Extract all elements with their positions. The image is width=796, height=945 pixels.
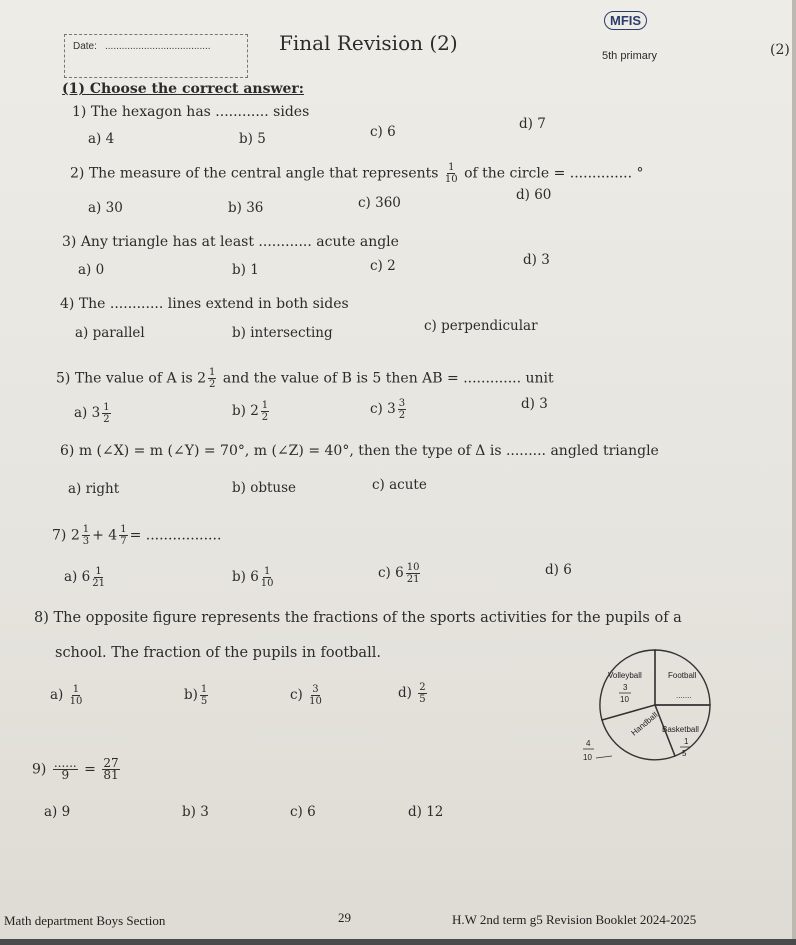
q7-option-c[interactable] bbox=[378, 562, 422, 585]
q5-option-b[interactable] bbox=[232, 400, 271, 423]
q2-text-pre: 2) The measure of the central angle that represents bbox=[70, 165, 439, 182]
grade-label: 5th primary bbox=[602, 50, 658, 62]
q5-b-fraction bbox=[261, 400, 269, 423]
q7-b-den: 10 bbox=[260, 578, 274, 589]
q7-c-whole: c) 6 bbox=[378, 565, 404, 581]
footer-department: Math department Boys Section bbox=[4, 913, 166, 928]
q7-a-whole: a) 6 bbox=[64, 569, 91, 585]
date-label: Date: bbox=[73, 41, 97, 52]
pie-basketball-den: 5 bbox=[682, 749, 687, 758]
q2-option-b[interactable]: b) 36 bbox=[228, 200, 264, 216]
q1-option-b[interactable]: b) 5 bbox=[239, 131, 266, 147]
q4-option-b[interactable]: b) intersecting bbox=[232, 325, 333, 341]
question-1: 1) The hexagon has ............ sides bbox=[72, 104, 310, 120]
q8-d-den: 5 bbox=[419, 694, 426, 705]
pie-volleyball-num: 3 bbox=[623, 683, 628, 692]
question-8-line-2: school. The fraction of the pupils in football. bbox=[55, 645, 381, 661]
q9-frac-1 bbox=[53, 758, 78, 781]
q7-frac-2 bbox=[119, 524, 127, 547]
pie-handball-num: 4 bbox=[586, 739, 591, 748]
pie-basketball-num: 1 bbox=[684, 737, 689, 746]
pie-label-volleyball: Volleyball bbox=[608, 671, 642, 680]
footer-page-number: 29 bbox=[338, 910, 351, 925]
question-4: 4) The ............ lines extend in both sides bbox=[60, 296, 349, 312]
q9-prefix: 9) bbox=[32, 761, 47, 778]
q8-d-prefix: d) bbox=[398, 685, 412, 701]
q9-f2-num: 27 bbox=[103, 756, 119, 770]
pie-handball-arrow bbox=[596, 756, 612, 758]
date-box bbox=[64, 34, 248, 78]
q5-fraction bbox=[208, 367, 216, 390]
q5-c-num: 3 bbox=[398, 398, 406, 409]
logo-text: MFIS bbox=[604, 11, 647, 30]
q8-a-prefix: a) bbox=[50, 687, 64, 703]
q5-option-d[interactable]: d) 3 bbox=[521, 396, 548, 412]
q8-b-prefix: b) bbox=[184, 687, 198, 703]
q7-f2-den: 7 bbox=[120, 536, 127, 547]
q7-option-b[interactable] bbox=[232, 566, 276, 589]
q1-option-d[interactable]: d) 7 bbox=[519, 116, 546, 132]
q5-a-den: 2 bbox=[103, 414, 110, 425]
footer-booklet: H.W 2nd term g5 Revision Booklet 2024-2025 bbox=[452, 912, 697, 927]
q5-c-whole: c) 3 bbox=[370, 401, 396, 417]
q4-option-c[interactable]: c) perpendicular bbox=[424, 318, 538, 334]
q5-c-den: 2 bbox=[398, 410, 406, 421]
q5-b-num: 1 bbox=[261, 400, 269, 411]
q8-c-den: 10 bbox=[309, 696, 322, 707]
q8-option-c[interactable] bbox=[290, 684, 324, 707]
question-5 bbox=[56, 367, 554, 390]
q8-a-fraction bbox=[70, 684, 83, 707]
q5-c-fraction bbox=[398, 398, 406, 421]
q6-option-a[interactable]: a) right bbox=[68, 481, 120, 497]
q7-b-num: 1 bbox=[263, 566, 271, 577]
q7-a-den: 21 bbox=[92, 578, 105, 589]
q9-option-a[interactable]: a) 9 bbox=[44, 804, 71, 820]
q8-b-fraction bbox=[200, 684, 208, 707]
section-heading: (1) Choose the correct answer: bbox=[62, 81, 304, 97]
q2-option-a[interactable]: a) 30 bbox=[88, 200, 123, 216]
q8-a-den: 10 bbox=[69, 696, 83, 707]
q8-d-fraction bbox=[418, 682, 426, 705]
question-8-line-1: 8) The opposite figure represents the fractions of the sports activities for the pupils of a bbox=[34, 610, 682, 626]
q3-option-c[interactable]: c) 2 bbox=[370, 258, 396, 274]
q5-option-a[interactable] bbox=[74, 402, 113, 425]
pie-football-value: ....... bbox=[676, 691, 692, 700]
q3-option-a[interactable]: a) 0 bbox=[78, 262, 105, 278]
page-title: Final Revision (2) bbox=[279, 31, 458, 55]
page-bottom-border bbox=[0, 939, 796, 945]
question-2 bbox=[70, 162, 644, 185]
q2-frac-den: 10 bbox=[444, 174, 458, 185]
q8-d-num: 2 bbox=[419, 682, 426, 693]
q7-option-d[interactable]: d) 6 bbox=[545, 562, 572, 578]
q5-a-whole: a) 3 bbox=[74, 405, 101, 421]
q2-option-d[interactable]: d) 60 bbox=[516, 187, 552, 203]
pie-label-basketball: Basketball bbox=[662, 725, 699, 734]
q7-a-num: 1 bbox=[95, 566, 102, 577]
school-logo bbox=[604, 10, 647, 29]
q9-f2-den: 81 bbox=[103, 768, 119, 782]
q9-f1-num: ...... bbox=[53, 756, 77, 770]
sports-pie-figure bbox=[580, 640, 730, 770]
q7-a-fraction bbox=[92, 566, 105, 589]
q7-c-num: 10 bbox=[406, 562, 420, 573]
question-6: 6) m (∠X) = m (∠Y) = 70°, m (∠Z) = 40°, then the type of Δ is ......... angled triangle bbox=[60, 443, 659, 459]
q5-frac-den: 2 bbox=[209, 379, 216, 390]
q8-c-fraction bbox=[309, 684, 322, 707]
q5-frac-num: 1 bbox=[209, 367, 216, 378]
q9-f1-den: 9 bbox=[61, 768, 70, 782]
q7-frac-1 bbox=[82, 524, 90, 547]
page-edge bbox=[792, 0, 796, 945]
q9-option-d[interactable]: d) 12 bbox=[408, 804, 444, 820]
q8-option-a[interactable] bbox=[50, 684, 84, 707]
q2-text-post: of the circle = .............. ° bbox=[464, 165, 644, 182]
pie-label-handball: Handball bbox=[629, 710, 660, 738]
q7-mid: + 4 bbox=[92, 527, 118, 544]
q8-option-b[interactable] bbox=[184, 684, 210, 707]
q7-f1-den: 3 bbox=[82, 536, 90, 547]
question-9 bbox=[32, 758, 122, 781]
q2-fraction bbox=[445, 162, 458, 185]
q5-text-pre: 5) The value of A is 2 bbox=[56, 370, 207, 387]
q7-pre: 7) 2 bbox=[52, 527, 80, 544]
pie-handball-den: 10 bbox=[583, 753, 592, 762]
pie-label-football: Football bbox=[668, 671, 697, 680]
q7-post: = ................. bbox=[129, 527, 222, 544]
q7-b-fraction bbox=[261, 566, 274, 589]
q5-b-den: 2 bbox=[261, 412, 269, 423]
q5-a-fraction bbox=[102, 402, 110, 425]
q5-text-post: and the value of B is 5 then AB = ............. unit bbox=[222, 370, 554, 387]
q1-option-c[interactable]: c) 6 bbox=[370, 124, 396, 140]
q9-frac-2 bbox=[102, 758, 119, 781]
q8-a-num: 1 bbox=[72, 684, 80, 695]
q8-b-den: 5 bbox=[200, 696, 208, 707]
q8-option-d[interactable] bbox=[398, 682, 429, 705]
q1-option-a[interactable]: a) 4 bbox=[88, 131, 115, 147]
q5-b-whole: b) 2 bbox=[232, 403, 259, 419]
q2-option-c[interactable]: c) 360 bbox=[358, 195, 401, 211]
page-marker: (2) bbox=[770, 42, 790, 58]
q7-b-whole: b) 6 bbox=[232, 569, 259, 585]
pie-volleyball-den: 10 bbox=[620, 695, 629, 704]
q9-option-c[interactable]: c) 6 bbox=[290, 804, 316, 820]
q3-option-d[interactable]: d) 3 bbox=[523, 252, 550, 268]
q5-option-c[interactable] bbox=[370, 398, 408, 421]
q9-equals: = bbox=[84, 761, 96, 778]
q9-option-b[interactable]: b) 3 bbox=[182, 804, 209, 820]
q2-frac-num: 1 bbox=[448, 162, 455, 173]
question-7 bbox=[52, 524, 221, 547]
q7-f1-num: 1 bbox=[82, 524, 90, 535]
q7-option-a[interactable] bbox=[64, 566, 107, 589]
q5-a-num: 1 bbox=[103, 402, 110, 413]
q8-c-prefix: c) bbox=[290, 687, 303, 703]
q6-option-b[interactable]: b) obtuse bbox=[232, 480, 297, 496]
q6-option-c[interactable]: c) acute bbox=[372, 477, 427, 493]
question-3: 3) Any triangle has at least ............ acute angle bbox=[62, 234, 399, 250]
q7-f2-num: 1 bbox=[120, 524, 127, 535]
q8-b-num: 1 bbox=[200, 684, 208, 695]
q7-c-den: 21 bbox=[406, 574, 420, 585]
q4-option-a[interactable]: a) parallel bbox=[75, 325, 145, 341]
q8-c-num: 3 bbox=[312, 684, 319, 695]
q7-c-fraction bbox=[406, 562, 421, 585]
q3-option-b[interactable]: b) 1 bbox=[232, 262, 259, 278]
date-dots: ...................................... bbox=[105, 41, 211, 52]
pie-slice-volleyball bbox=[600, 650, 655, 720]
